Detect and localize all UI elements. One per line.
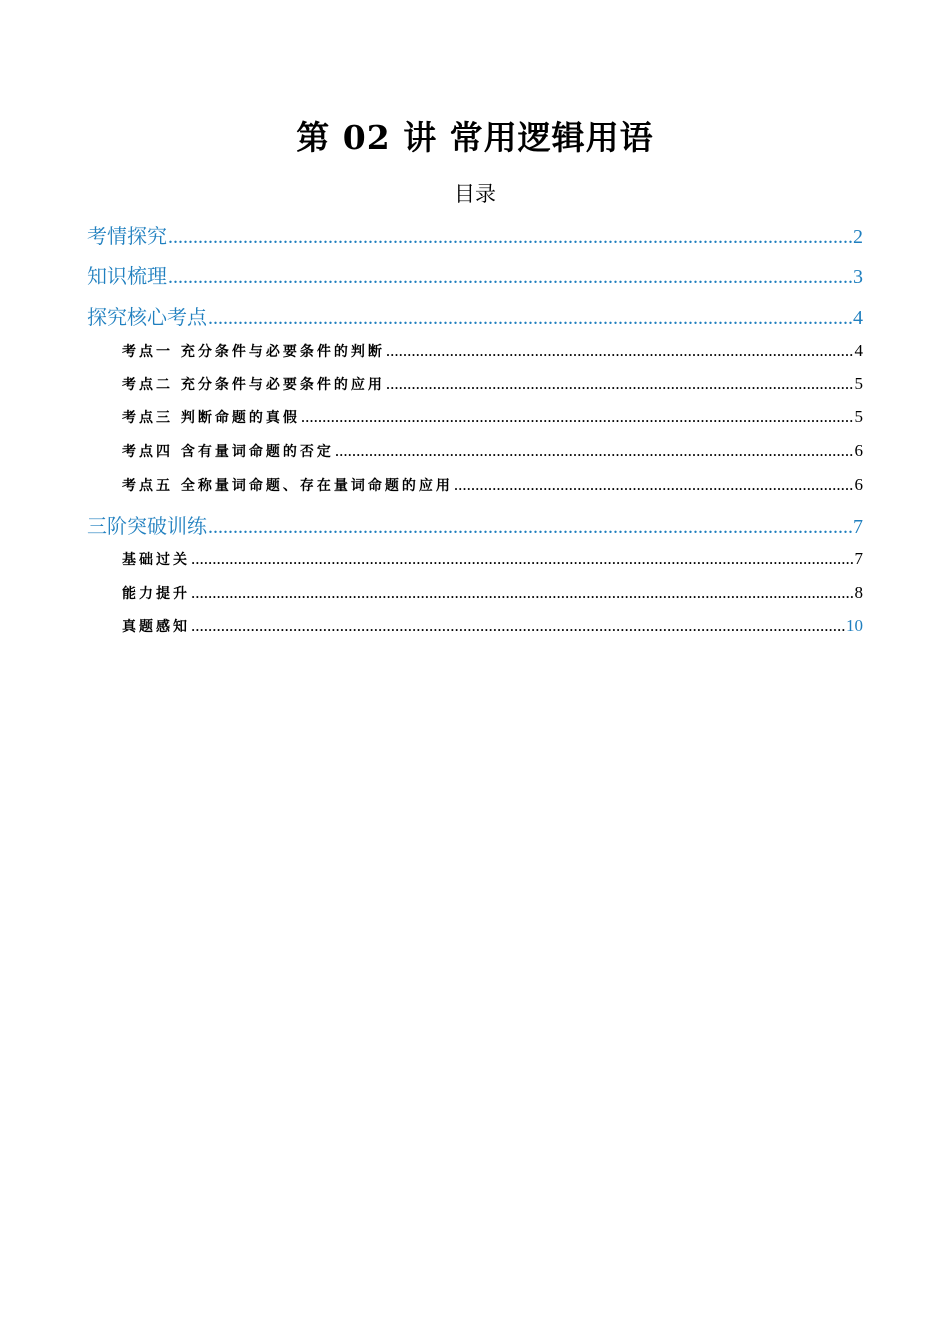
- toc-leader-dots: [454, 475, 854, 495]
- toc-page-number: 7: [854, 549, 863, 568]
- toc-leader-dots: [191, 583, 854, 603]
- toc-leader-dots: [386, 374, 854, 394]
- toc-entry-label: 考点三 判断命题的真假: [122, 410, 300, 426]
- toc-entry-label: 考点一 充分条件与必要条件的判断: [122, 344, 385, 360]
- toc-leader-dots: [168, 266, 852, 289]
- toc-entry-label: 知识梳理: [87, 264, 167, 288]
- toc-leader-dots: [386, 341, 854, 361]
- toc-entry-label: 真题感知: [122, 619, 190, 635]
- toc-heading: 目录: [454, 182, 496, 206]
- toc-entry-label: 考点五 全称量词命题、存在量词命题的应用: [122, 478, 453, 494]
- toc-entry-label: 考点四 含有量词命题的否定: [122, 444, 334, 460]
- toc-leader-dots: [335, 441, 854, 461]
- toc-page-number: 2: [853, 226, 863, 248]
- toc-entry-label: 考点二 充分条件与必要条件的应用: [122, 377, 385, 393]
- toc-entry-label: 三阶突破训练: [87, 514, 207, 538]
- toc-page-number: 7: [853, 516, 863, 538]
- toc-entry-jichu[interactable]: [122, 549, 863, 569]
- toc-leader-dots: [301, 407, 854, 427]
- toc-entry-kaodian-5[interactable]: [122, 475, 863, 495]
- toc-page-number: 6: [854, 475, 863, 494]
- toc-entry-zhishi[interactable]: [87, 260, 863, 289]
- toc-page-number: 5: [854, 374, 863, 393]
- toc-entry-nengli[interactable]: [122, 583, 863, 603]
- toc-page-number: 4: [854, 341, 863, 360]
- toc-entry-label: 探究核心考点: [87, 305, 207, 329]
- toc-entry-tanjiu[interactable]: [87, 301, 863, 330]
- toc-page-number: 3: [853, 266, 863, 288]
- page-title: 第 02 讲 常用逻辑用语: [296, 118, 654, 157]
- toc-page-number: 10: [846, 616, 863, 635]
- toc-page-number: 8: [854, 583, 863, 602]
- toc-entry-zhenti[interactable]: [122, 616, 863, 636]
- toc-leader-dots: [191, 549, 854, 569]
- toc-entry-label: 考情探究: [87, 224, 167, 248]
- toc-page-number: 5: [854, 407, 863, 426]
- toc-leader-dots: [208, 307, 852, 330]
- toc-page-number: 6: [854, 441, 863, 460]
- toc-entry-kaodian-1[interactable]: [122, 341, 863, 361]
- toc-page-number: 4: [853, 307, 863, 329]
- toc-leader-dots: [168, 226, 852, 249]
- toc-entry-kaodian-2[interactable]: [122, 374, 863, 394]
- toc-entry-label: 基础过关: [122, 552, 190, 568]
- toc-entry-sanjie[interactable]: [87, 510, 863, 539]
- toc-entry-label: 能力提升: [122, 586, 190, 602]
- toc-entry-kaoqing[interactable]: [87, 220, 863, 249]
- toc-entry-kaodian-3[interactable]: [122, 407, 863, 427]
- toc-entry-kaodian-4[interactable]: [122, 441, 863, 461]
- toc-leader-dots: [208, 516, 852, 539]
- toc-leader-dots: [191, 616, 845, 636]
